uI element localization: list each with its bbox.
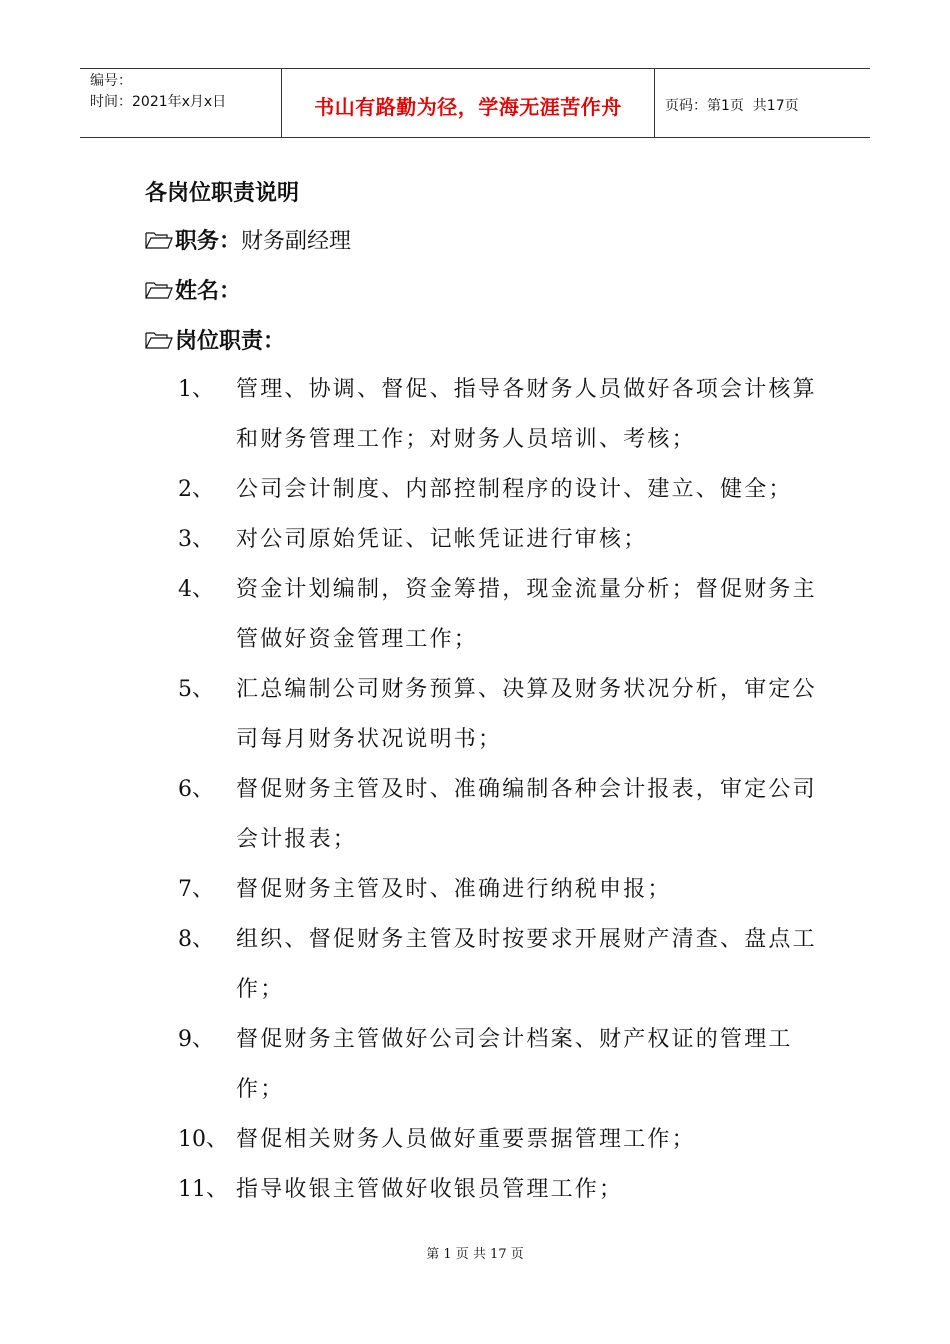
duty-number: 8、 [178,927,214,952]
duty-item-2 [178,465,818,515]
doc-title: 各岗位职责说明 [145,180,300,206]
duty-text: 督促相关财务人员做好重要票据管理工作； [236,1127,696,1152]
duty-text: 汇总编制公司财务预算、决算及财务状况分析，审定公司每月财务状况说明书； [236,677,817,752]
folder-icon [145,230,173,250]
duty-number: 1、 [178,377,214,402]
time-label: 时间：2021年x月x日 [90,94,227,110]
header-motto: 书山有路勤为径，学海无涯苦作舟 [281,69,655,137]
name-field [145,274,241,305]
duty-item-4 [178,565,818,665]
header-meta [80,69,281,137]
duty-text: 资金计划编制，资金筹措，现金流量分析；督促财务主管做好资金管理工作； [236,577,817,652]
page-footer: 第 1 页 共 17 页 [426,1247,524,1262]
header-page-info [655,69,870,137]
folder-icon [145,330,173,350]
position-field [145,224,351,255]
duty-number: 6、 [178,777,214,802]
duty-number: 10、 [178,1127,228,1152]
duty-item-8 [178,915,818,1015]
duty-number: 2、 [178,477,214,502]
duty-text: 督促财务主管及时、准确编制各种会计报表，审定公司会计报表； [236,777,817,852]
duty-number: 4、 [178,577,214,602]
number-label: 编号： [90,73,132,89]
duty-number: 9、 [178,1027,214,1052]
duty-text: 管理、协调、督促、指导各财务人员做好各项会计核算和财务管理工作；对财务人员培训、考核； [236,377,817,452]
duty-item-3 [178,515,818,565]
duty-item-9 [178,1015,818,1115]
folder-icon [145,280,173,300]
name-label: 姓名： [175,278,242,304]
duty-item-7 [178,865,818,915]
page-header [80,68,870,138]
duty-text: 督促财务主管做好公司会计档案、财产权证的管理工作； [236,1027,793,1102]
duty-item-10 [178,1115,818,1165]
duty-text: 对公司原始凭证、记帐凭证进行审核； [236,527,648,552]
duty-text: 督促财务主管及时、准确进行纳税申报； [236,877,672,902]
duty-text: 组织、督促财务主管及时按要求开展财产清查、盘点工作； [236,927,817,1002]
position-label: 职务： [175,228,242,254]
duty-number: 7、 [178,877,214,902]
duty-item-5 [178,665,818,765]
duty-text: 指导收银主管做好收银员管理工作； [236,1177,624,1202]
duties-field [145,324,285,355]
duty-item-6 [178,765,818,865]
duty-item-11 [178,1165,818,1215]
duty-item-1 [178,365,818,465]
duty-number: 11、 [178,1177,228,1202]
duty-number: 5、 [178,677,214,702]
position-value: 财务副经理 [241,229,352,254]
duty-number: 3、 [178,527,214,552]
duties-label: 岗位职责： [175,328,286,354]
duty-text: 公司会计制度、内部控制程序的设计、建立、健全； [236,477,793,502]
page-info-text: 页码：第1页 共17页 [665,98,799,114]
